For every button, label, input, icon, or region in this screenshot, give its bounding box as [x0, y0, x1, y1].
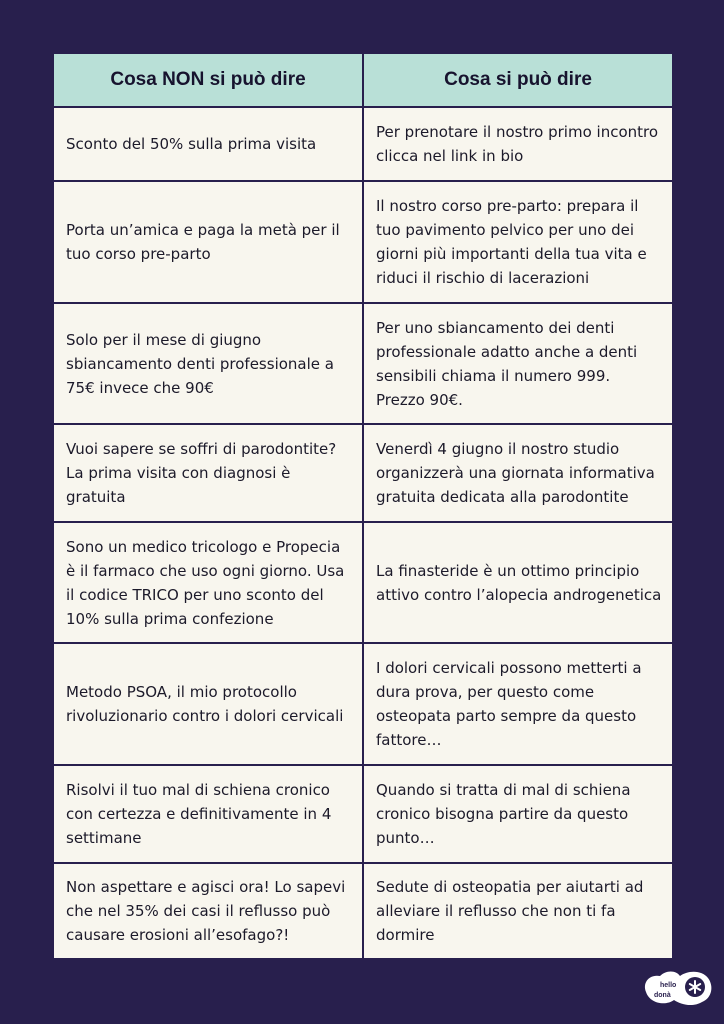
asterisk-flower-icon — [685, 977, 705, 997]
cannot-say-cell: Risolvi il tuo mal di schiena cronico con certezza e definitivamente in 4 settimane — [53, 765, 363, 863]
cannot-say-cell: Vuoi sapere se soffri di parodontite? La prima visita con diagnosi è gratuita — [53, 424, 363, 522]
can-say-cell: Venerdì 4 giugno il nostro studio organizzerà una giornata informativa gratuita dedicata alla parodontite — [363, 424, 673, 522]
table-row — [53, 643, 673, 765]
table-row — [53, 181, 673, 303]
table-row — [53, 424, 673, 522]
can-say-cell: Quando si tratta di mal di schiena cronico bisogna partire da questo punto… — [363, 765, 673, 863]
cannot-say-cell: Sono un medico tricologo e Propecia è il farmaco che uso ogni giorno. Usa il codice TRICO per uno sconto del 10% sulla prima confezione — [53, 522, 363, 643]
comparison-table — [52, 52, 674, 960]
cannot-say-cell: Metodo PSOA, il mio protocollo rivoluzionario contro i dolori cervicali — [53, 643, 363, 765]
header-cannot-say: Cosa NON si può dire — [53, 53, 363, 107]
logo-text-bottom: donà — [654, 992, 671, 999]
cannot-say-cell: Solo per il mese di giugno sbiancamento denti professionale a 75€ invece che 90€ — [53, 303, 363, 424]
can-say-cell: Per prenotare il nostro primo incontro clicca nel link in bio — [363, 107, 673, 181]
table-row — [53, 107, 673, 181]
cannot-say-cell: Sconto del 50% sulla prima visita — [53, 107, 363, 181]
can-say-cell: I dolori cervicali possono metterti a dura prova, per questo come osteopata parto sempre da questo fattore… — [363, 643, 673, 765]
table-row — [53, 863, 673, 959]
table-row — [53, 765, 673, 863]
logo-text-top: hello — [660, 982, 677, 989]
cannot-say-cell: Porta un’amica e paga la metà per il tuo corso pre-parto — [53, 181, 363, 303]
brand-logo — [640, 968, 714, 1008]
table-row — [53, 303, 673, 424]
cannot-say-cell: Non aspettare e agisci ora! Lo sapevi che nel 35% dei casi il reflusso può causare erosioni all’esofago?! — [53, 863, 363, 959]
header-can-say: Cosa si può dire — [363, 53, 673, 107]
can-say-cell: Sedute di osteopatia per aiutarti ad alleviare il reflusso che non ti fa dormire — [363, 863, 673, 959]
can-say-cell: Il nostro corso pre-parto: prepara il tuo pavimento pelvico per uno dei giorni più importanti della tua vita e riduci il rischio di lacerazioni — [363, 181, 673, 303]
can-say-cell: La finasteride è un ottimo principio attivo contro l’alopecia androgenetica — [363, 522, 673, 643]
table-header-row — [53, 53, 673, 107]
table-row — [53, 522, 673, 643]
can-say-cell: Per uno sbiancamento dei denti professionale adatto anche a denti sensibili chiama il numero 999. Prezzo 90€. — [363, 303, 673, 424]
